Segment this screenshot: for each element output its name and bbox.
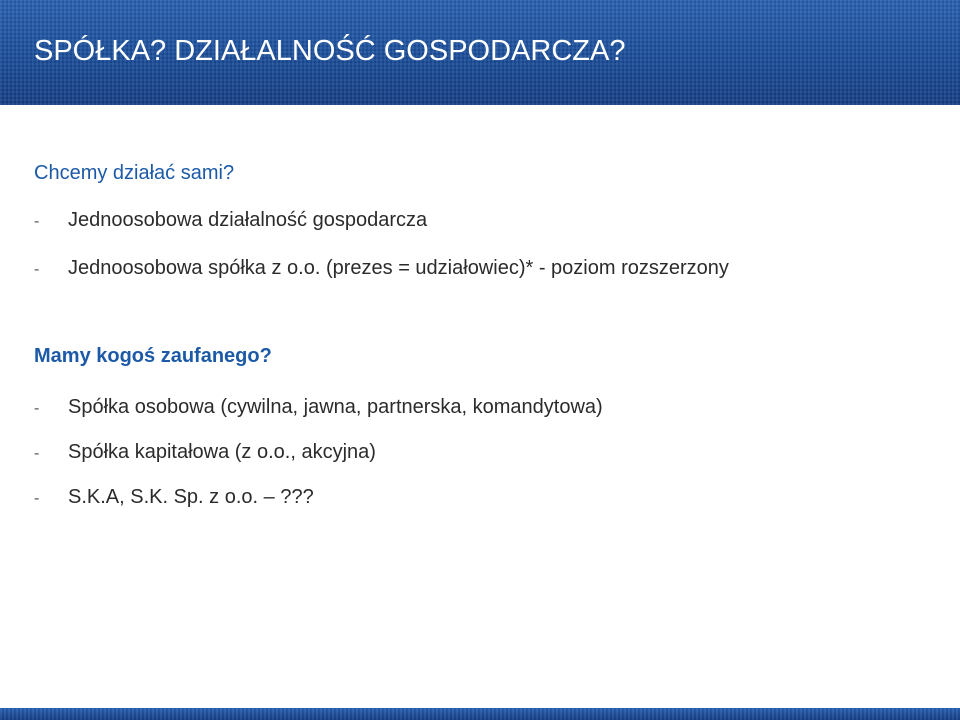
list-item: [34, 394, 603, 422]
section-heading-act-alone: Chcemy działać sami?: [34, 162, 235, 184]
list-item: [34, 255, 729, 283]
section-heading-trusted-partner: Mamy kogoś zaufanego?: [34, 345, 272, 367]
bullet-dash: -: [34, 445, 40, 462]
list-item: [34, 484, 314, 512]
bullet-dash: -: [34, 490, 40, 507]
bullet-dash: -: [34, 261, 40, 278]
slide-title: SPÓŁKA? DZIAŁALNOŚĆ GOSPODARCZA?: [34, 35, 626, 67]
footer-band: [0, 708, 960, 720]
list-item-text: S.K.A, S.K. Sp. z o.o. – ???: [68, 486, 314, 508]
list-item-text: Spółka osobowa (cywilna, jawna, partnerska, komandytowa): [68, 396, 603, 418]
header-band: [0, 0, 960, 105]
list-item-text: Jednoosobowa działalność gospodarcza: [68, 209, 428, 231]
list-item-text: Jednoosobowa spółka z o.o. (prezes = udziałowiec)* - poziom rozszerzony: [68, 257, 729, 279]
bullet-dash: -: [34, 213, 40, 230]
list-item-text: Spółka kapitałowa (z o.o., akcyjna): [68, 441, 376, 463]
list-item: [34, 207, 427, 235]
bullet-dash: -: [34, 400, 40, 417]
list-item: [34, 439, 376, 467]
